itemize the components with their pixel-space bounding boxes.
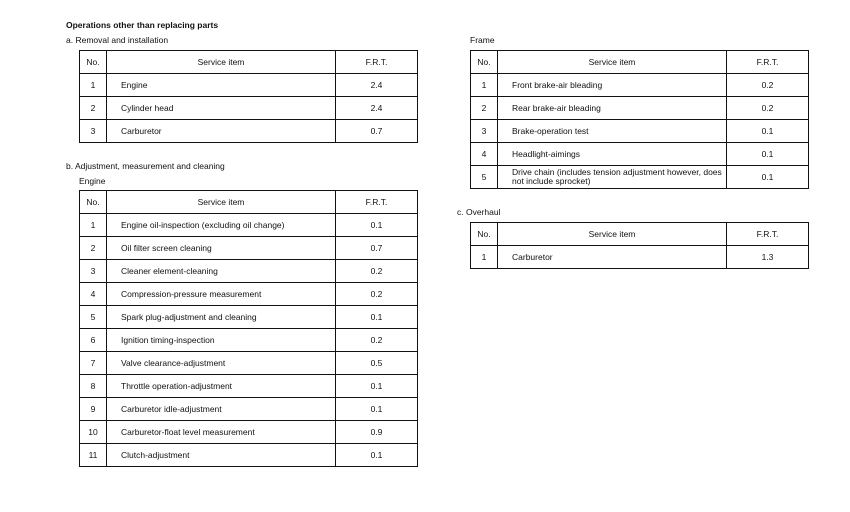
row-frt: 0.2 <box>727 97 809 120</box>
col-header-service-item: Service item <box>498 223 727 246</box>
col-header-no: No. <box>471 51 498 74</box>
removal-installation-table <box>79 50 418 143</box>
table-row <box>80 375 418 398</box>
engine-label: Engine <box>79 176 106 186</box>
table-row <box>80 283 418 306</box>
row-frt: 0.7 <box>336 120 418 143</box>
table-header-row <box>80 191 418 214</box>
row-no: 1 <box>471 246 498 269</box>
col-header-service-item: Service item <box>107 191 336 214</box>
row-frt: 1.3 <box>727 246 809 269</box>
row-item: Cleaner element-cleaning <box>107 260 336 283</box>
row-item: Oil filter screen cleaning <box>107 237 336 260</box>
row-item: Brake-operation test <box>498 120 727 143</box>
row-item: Front brake-air bleading <box>498 74 727 97</box>
row-no: 2 <box>471 97 498 120</box>
row-item: Headlight-aimings <box>498 143 727 166</box>
col-header-service-item: Service item <box>107 51 336 74</box>
row-frt: 2.4 <box>336 97 418 120</box>
row-no: 11 <box>80 444 107 467</box>
row-frt: 0.1 <box>336 306 418 329</box>
row-item: Carburetor <box>498 246 727 269</box>
row-no: 9 <box>80 398 107 421</box>
row-no: 1 <box>80 74 107 97</box>
row-item: Engine <box>107 74 336 97</box>
row-frt: 0.1 <box>336 444 418 467</box>
table-row <box>80 74 418 97</box>
col-header-frt: F.R.T. <box>336 191 418 214</box>
row-frt: 0.7 <box>336 237 418 260</box>
col-header-frt: F.R.T. <box>727 223 809 246</box>
frame-table <box>470 50 809 189</box>
row-item: Ignition timing-inspection <box>107 329 336 352</box>
row-item: Spark plug-adjustment and cleaning <box>107 306 336 329</box>
table-row <box>80 398 418 421</box>
row-item: Clutch-adjustment <box>107 444 336 467</box>
row-no: 3 <box>80 260 107 283</box>
row-no: 7 <box>80 352 107 375</box>
row-frt: 0.1 <box>336 375 418 398</box>
row-frt: 0.1 <box>727 143 809 166</box>
row-no: 4 <box>471 143 498 166</box>
row-no: 3 <box>471 120 498 143</box>
row-no: 1 <box>80 214 107 237</box>
table-row <box>471 97 809 120</box>
table-header-row <box>471 51 809 74</box>
col-header-frt: F.R.T. <box>727 51 809 74</box>
table-row <box>471 246 809 269</box>
col-header-no: No. <box>80 191 107 214</box>
row-no: 8 <box>80 375 107 398</box>
table-row <box>80 352 418 375</box>
table-row <box>80 306 418 329</box>
row-frt: 0.1 <box>727 166 809 189</box>
table-header-row <box>80 51 418 74</box>
row-item: Valve clearance-adjustment <box>107 352 336 375</box>
row-item: Cylinder head <box>107 97 336 120</box>
row-frt: 0.1 <box>727 120 809 143</box>
row-item: Engine oil-inspection (excluding oil change) <box>107 214 336 237</box>
row-frt: 0.2 <box>336 329 418 352</box>
table-row <box>80 329 418 352</box>
table-header-row <box>471 223 809 246</box>
col-header-service-item: Service item <box>498 51 727 74</box>
table-row <box>471 120 809 143</box>
row-no: 1 <box>471 74 498 97</box>
table-row <box>471 166 809 189</box>
engine-table <box>79 190 418 467</box>
frame-label: Frame <box>470 35 495 45</box>
row-frt: 0.9 <box>336 421 418 444</box>
row-item: Carburetor idle-adjustment <box>107 398 336 421</box>
row-frt: 0.1 <box>336 398 418 421</box>
row-item: Compression-pressure measurement <box>107 283 336 306</box>
table-row <box>471 74 809 97</box>
table-row <box>471 143 809 166</box>
row-frt: 0.2 <box>727 74 809 97</box>
section-c-label: c. Overhaul <box>457 207 501 217</box>
row-item: Carburetor <box>107 120 336 143</box>
table-row <box>80 214 418 237</box>
page-title: Operations other than replacing parts <box>66 20 219 30</box>
row-item: Throttle operation-adjustment <box>107 375 336 398</box>
row-frt: 0.2 <box>336 283 418 306</box>
section-b-label: b. Adjustment, measurement and cleaning <box>66 161 225 171</box>
col-header-frt: F.R.T. <box>336 51 418 74</box>
row-frt: 2.4 <box>336 74 418 97</box>
table-row <box>80 97 418 120</box>
row-item: Carburetor-float level measurement <box>107 421 336 444</box>
row-no: 5 <box>80 306 107 329</box>
row-item: Drive chain (includes tension adjustment however, does not include sprocket) <box>498 166 727 189</box>
row-no: 2 <box>80 97 107 120</box>
table-row <box>80 260 418 283</box>
col-header-no: No. <box>80 51 107 74</box>
row-frt: 0.5 <box>336 352 418 375</box>
col-header-no: No. <box>471 223 498 246</box>
section-a-label: a. Removal and installation <box>66 35 169 45</box>
row-item: Rear brake-air bleading <box>498 97 727 120</box>
table-row <box>80 421 418 444</box>
row-no: 10 <box>80 421 107 444</box>
row-no: 3 <box>80 120 107 143</box>
row-frt: 0.2 <box>336 260 418 283</box>
overhaul-table <box>470 222 809 269</box>
row-no: 4 <box>80 283 107 306</box>
row-no: 5 <box>471 166 498 189</box>
table-row <box>80 237 418 260</box>
row-no: 6 <box>80 329 107 352</box>
table-row <box>80 120 418 143</box>
row-frt: 0.1 <box>336 214 418 237</box>
row-no: 2 <box>80 237 107 260</box>
table-row <box>80 444 418 467</box>
